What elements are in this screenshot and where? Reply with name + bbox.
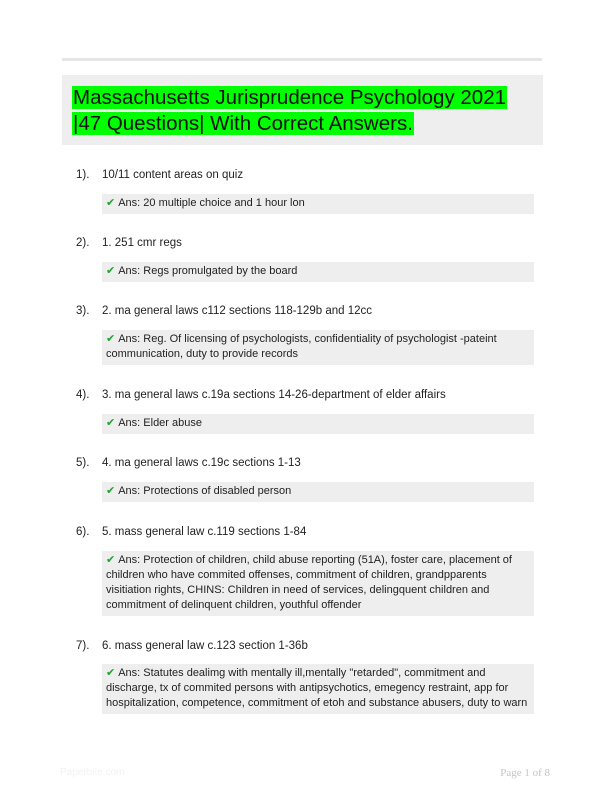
page-number: Page 1 of 8 [500,767,550,779]
answer-text: Ans: Protections of disabled person [118,485,292,497]
question-number: 4). [76,389,90,401]
answer-text: Ans: Elder abuse [118,417,202,429]
title-banner [62,75,543,145]
answer-box [102,330,534,365]
footer-watermark: Paperbite.com [60,767,125,778]
question-text: 2. ma general laws c112 sections 118-129b and 12cc [102,305,372,317]
answer-box [102,414,534,434]
answer-text: Ans: 20 multiple choice and 1 hour lon [118,197,305,209]
top-divider [62,58,542,61]
question-text: 10/11 content areas on quiz [102,169,244,181]
check-icon: ✔ [106,197,116,209]
check-icon: ✔ [106,667,116,679]
answer-box [102,482,534,502]
question-text: 4. ma general laws c.19c sections 1-13 [102,457,301,469]
question-text: 6. mass general law c.123 section 1-36b [102,640,308,652]
document-title: Massachusetts Jurisprudence Psychology 2021 |47 Questions| With Correct Answers. [73,86,507,135]
check-icon: ✔ [106,265,116,277]
question-number: 5). [76,457,90,469]
check-icon: ✔ [106,554,116,566]
answer-box [102,262,534,282]
answer-box [102,551,534,616]
answer-box [102,664,534,714]
question-number: 6). [76,526,90,538]
question-number: 2). [76,237,90,249]
answer-text: Ans: Protection of children, child abuse reporting (51A), foster care, placement of children who have commited offenses, commitment of children, grandpparents visitiation rights, CHINS: Children in need of services, delingquent children and commitment of delinquent children, youthful offender [106,554,512,611]
answer-box [102,194,534,214]
answer-text: Ans: Statutes dealimg with mentally ill,mentally "retarded", commitment and discharge, tx of commited persons with antipsychotics, emegency restraint, app for hospitalization, competence, commitment of etoh and substance abusers, duty to warn [106,667,528,709]
question-number: 7). [76,640,90,652]
question-text: 3. ma general laws c.19a sections 14-26-department of elder affairs [102,389,446,401]
check-icon: ✔ [106,333,116,345]
question-text: 5. mass general law c.119 sections 1-84 [102,526,307,538]
check-icon: ✔ [106,417,116,429]
question-number: 1). [76,169,90,181]
question-text: 1. 251 cmr regs [102,237,182,249]
answer-text: Ans: Regs promulgated by the board [118,265,298,277]
answer-text: Ans: Reg. Of licensing of psychologists, confidentiality of psychologist -pateint communication, duty to provide records [106,333,497,360]
question-number: 3). [76,305,90,317]
check-icon: ✔ [106,485,116,497]
